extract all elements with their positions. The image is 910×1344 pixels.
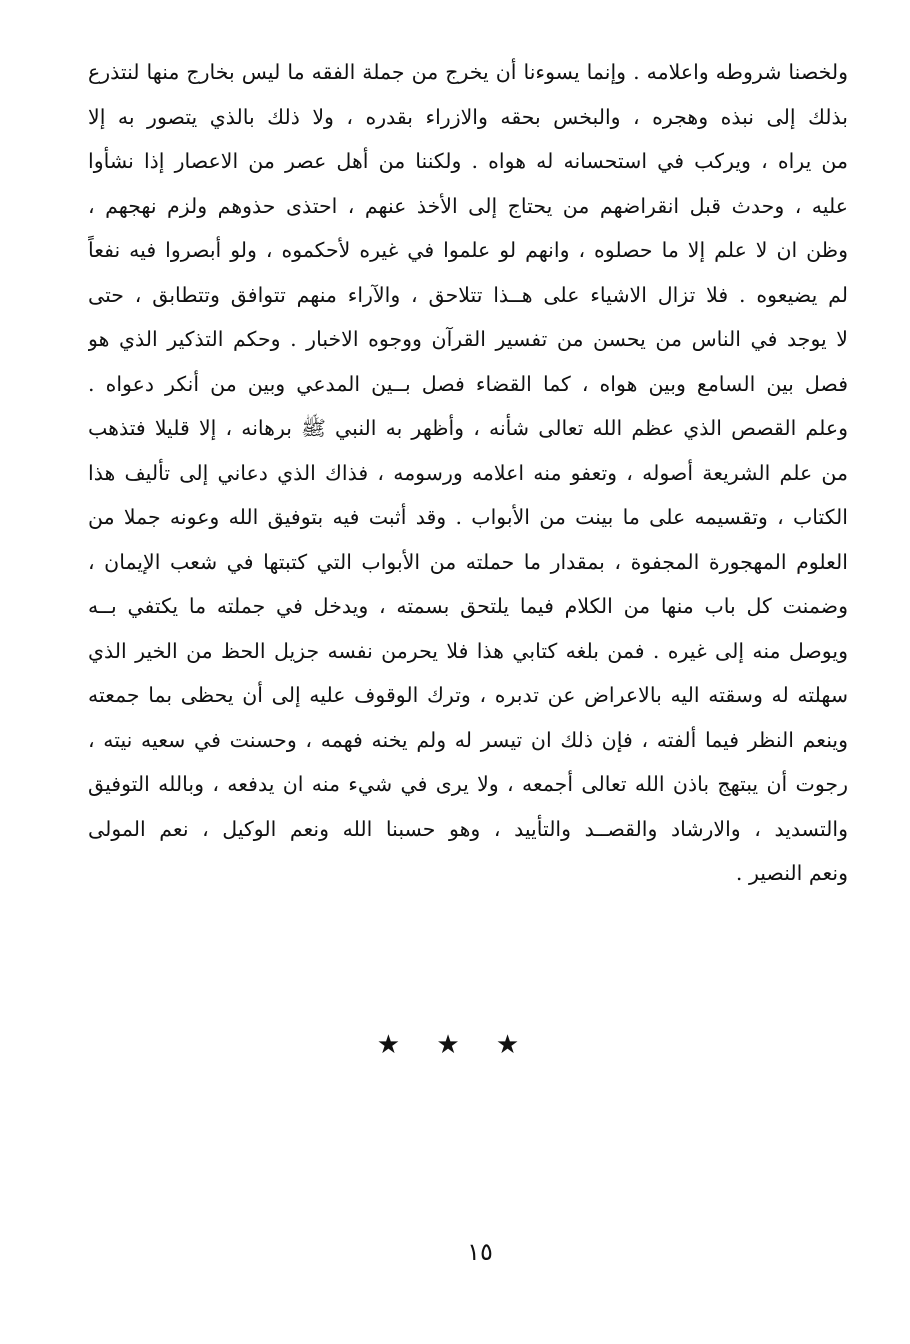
- text-line: عليه ، وحدث قبل انقراضهم من يحتاج إلى الأخذ عنهم ، احتذى حذوهم ولزم نهجهم ،: [88, 193, 848, 218]
- text-line: وعلم القصص الذي عظم الله تعالى شأنه ، وأظهر به النبي ﷺ برهانه ، إلا قليلا فتذهب: [88, 416, 848, 440]
- text-line: رجوت أن يبتهج باذن الله تعالى أجمعه ، ولا يرى في شيء منه ان يدفعه ، وبالله التوفيق: [88, 772, 848, 796]
- text-line: والتسديد ، والارشاد والقصــد والتأييد ، وهو حسبنا الله ونعم الوكيل ، نعم المولى: [88, 816, 848, 841]
- text-line: سهلته له وسقته اليه بالاعراض عن تدبره ، وترك الوقوف عليه إلى أن يحظى بما جمعته: [88, 683, 848, 707]
- section-separator-stars: ★ ★ ★: [376, 1030, 534, 1060]
- text-line: بذلك إلى نبذه وهجره ، والبخس بحقه والازراء بقدره ، ولا ذلك بالذي يتصور به إلا: [88, 104, 848, 129]
- text-line: وظن ان لا علم إلا ما حصلوه ، وانهم لو علموا في غيره لأحكموه ، ولو أبصروا فيه نفعاً: [88, 238, 848, 262]
- text-line: وضمنت كل باب منها من الكلام فيما يلتحق بسمته ، ويدخل في جملته ما يكتفي بــه: [88, 594, 848, 618]
- text-line: وينعم النظر فيما ألفته ، فإن ذلك ان تيسر له ولم يخنه فهمه ، وحسنت في سعيه نيته ،: [88, 727, 848, 752]
- page-number: ١٥: [467, 1238, 493, 1266]
- text-line: لا يوجد في الناس من يحسن من تفسير القرآن ووجوه الاخبار . وحكم التذكير الذي هو: [88, 327, 848, 351]
- text-line: الكتاب ، وتقسيمه على ما بينت من الأبواب . وقد أثبت فيه بتوفيق الله وعونه جملا من: [88, 505, 848, 529]
- text-line: ويوصل منه إلى غيره . فمن بلغه كتابي هذا فلا يحرمن نفسه جزيل الحظ من الخير الذي: [88, 638, 848, 663]
- body-text: [88, 50, 848, 896]
- text-line: فصل بين السامع وبين هواه ، كما القضاء فصل بــين المدعي وبين من أنكر دعواه .: [88, 371, 848, 396]
- text-line: من علم الشريعة أصوله ، وتعفو منه اعلامه ورسومه ، فذاك الذي دعاني إلى تأليف هذا: [88, 460, 848, 485]
- text-line: ولخصنا شروطه واعلامه . وإنما يسوءنا أن يخرج من جملة الفقه ما ليس بخارج منها لنتذرع: [88, 60, 848, 84]
- text-line: العلوم المهجورة المجفوة ، بمقدار ما حملته من الأبواب التي كتبتها في شعب الإيمان ،: [88, 549, 848, 574]
- text-line: لم يضيعوه . فلا تزال الاشياء على هــذا تتلاحق ، والآراء منهم تتوافق وتتطابق ، حتى: [88, 282, 848, 307]
- text-line-last: ونعم النصير .: [735, 861, 848, 885]
- text-line: من يراه ، ويركب في استحسانه له هواه . ولكننا من أهل عصر من الاعصار إذا نشأوا: [88, 149, 848, 173]
